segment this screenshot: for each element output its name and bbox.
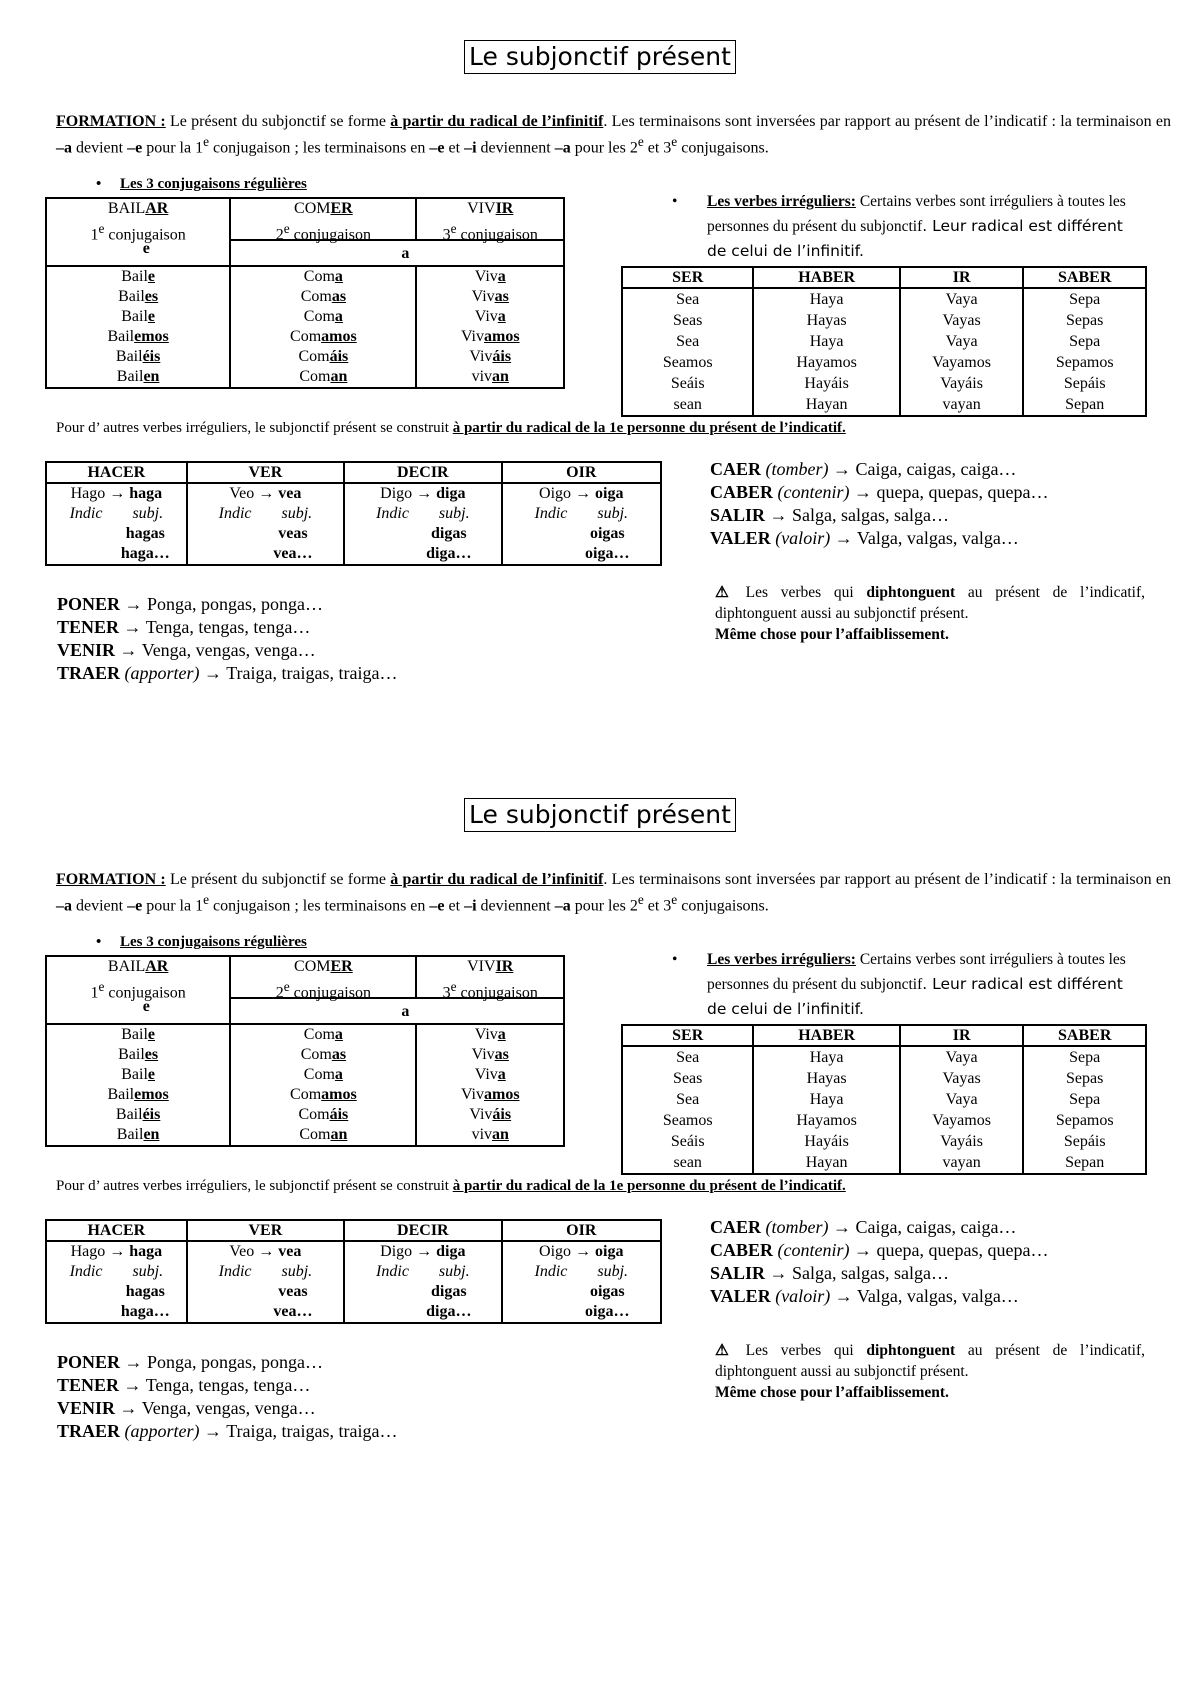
irregular-form: Hayan: [805, 1154, 848, 1171]
header-ver: VER: [187, 1220, 344, 1241]
regular-form: Vivamos: [460, 1086, 520, 1103]
irregular-form: Sepan: [1065, 396, 1105, 413]
verb-line: SALIR → Salga, salgas, salga…: [710, 1263, 949, 1283]
verb-line: VALER (valoir) → Valga, valgas, valga…: [710, 1286, 1019, 1306]
regular-form: Coma: [303, 308, 343, 325]
regular-form: Bailéis: [115, 348, 161, 365]
irregular-form: Vaya: [945, 1091, 978, 1108]
regular-form: Bailemos: [107, 1086, 169, 1103]
regular-bullet: • Les 3 conjugaisons régulières: [96, 934, 307, 950]
verb-line: CABER (contenir) → quepa, quepas, quepa…: [710, 482, 1049, 502]
verb-line: VALER (valoir) → Valga, valgas, valga…: [710, 528, 1019, 548]
left-verb-list: [57, 593, 397, 685]
regular-form: Viva: [474, 1066, 506, 1083]
bailar-forms: [46, 266, 230, 388]
other-irregulars-paragraph: Pour d’ autres verbes irréguliers, le subjonctif présent se construit à partir du radical de la 1e personne du présent de l’indicatif.: [56, 1178, 846, 1194]
header-ser: SER: [622, 1025, 753, 1046]
irregular-form: Sea: [676, 1049, 700, 1066]
irregular-form: Hayas: [806, 312, 847, 329]
irregular-form: vayan: [942, 1154, 981, 1171]
irregular-form: Hayáis: [804, 375, 849, 392]
diphthong-note: ⚠ Les verbes qui diphtonguent au présent de l’indicatif, diphtonguent aussi au subjonctif présent. Même chose pour l’affaiblissement.: [715, 584, 1146, 643]
verb-line: SALIR → Salga, salgas, salga…: [710, 505, 949, 525]
irregular-form: vayan: [942, 396, 981, 413]
verb-line: CAER (tomber) → Caiga, caigas, caiga…: [710, 1217, 1017, 1237]
header-bailar: BAILAR 1e conjugaison   e: [46, 956, 230, 1024]
indic-subj-cell: Oigo → oiga Indic subj. oigas oiga…: [502, 1241, 661, 1323]
header-oir: OIR: [502, 1220, 661, 1241]
indic-subj-cell: Hago → haga Indic subj. hagas haga…: [46, 483, 187, 565]
indic-subj-cell: Hago → haga Indic subj. hagas haga…: [46, 1241, 187, 1323]
header-ir: IR: [900, 267, 1024, 288]
header-vivir: VIVIR 3e conjugaison: [416, 956, 564, 998]
regular-conjugation-table: [45, 197, 565, 389]
header-decir: DECIR: [344, 1220, 501, 1241]
irregular-form: Haya: [809, 333, 844, 350]
verb-line: TRAER (apporter) → Traiga, traigas, traiga…: [57, 663, 398, 683]
regular-form: Comáis: [298, 1106, 349, 1123]
header-haber: HABER: [753, 267, 899, 288]
indic-subj-cell: Oigo → oiga Indic subj. oigas oiga…: [502, 483, 661, 565]
irregular-form: Sepa: [1069, 1049, 1101, 1066]
regular-form: Comas: [300, 1046, 347, 1063]
indic-subj-cell: Veo → vea Indic subj. veas vea…: [187, 1241, 344, 1323]
warning-icon: ⚠: [715, 1342, 729, 1359]
indic-subj-cell: Veo → vea Indic subj. veas vea…: [187, 483, 344, 565]
irregular-form: Vaya: [945, 333, 978, 350]
regular-form: Bailen: [116, 1126, 160, 1143]
verb-line: TENER → Tenga, tengas, tenga…: [57, 1375, 311, 1395]
regular-form: Baile: [121, 268, 156, 285]
page-title: Le subjonctif présent: [0, 798, 1200, 832]
regular-form: Coma: [303, 1026, 343, 1043]
haber-forms: [753, 288, 899, 416]
irregular-form: Sepamos: [1055, 354, 1114, 371]
ser-forms: [622, 288, 753, 416]
diphthong-note: ⚠ Les verbes qui diphtonguent au présent de l’indicatif, diphtonguent aussi au subjonctif présent. Même chose pour l’affaiblissement.: [715, 1342, 1146, 1401]
irregular-form: Sepamos: [1055, 1112, 1114, 1129]
worksheet-copy-2: [0, 758, 1200, 1518]
saber-forms: [1023, 1046, 1146, 1174]
indic-subj-cell: Digo → diga Indic subj. digas diga…: [344, 1241, 501, 1323]
regular-form: Bailes: [118, 1046, 159, 1063]
regular-form: Comamos: [290, 1086, 357, 1103]
regular-form: Baile: [121, 308, 156, 325]
header-ir: IR: [900, 1025, 1024, 1046]
header-comer: COMER 2e conjugaison: [230, 956, 416, 998]
header-vivir: VIVIR 3e conjugaison: [416, 198, 564, 240]
ir-forms: [900, 1046, 1024, 1174]
irregular-form: Sepa: [1069, 291, 1101, 308]
header-oir: OIR: [502, 462, 661, 483]
header-hacer: HACER: [46, 1220, 187, 1241]
ser-forms: [622, 1046, 753, 1174]
page-title: Le subjonctif présent: [0, 40, 1200, 74]
warning-icon: ⚠: [715, 584, 729, 601]
irregular-form: Hayamos: [796, 1112, 857, 1129]
regular-form: Baile: [121, 1026, 156, 1043]
header-saber: SABER: [1023, 267, 1146, 288]
regular-form: Viváis: [469, 348, 512, 365]
irregular-form: Haya: [809, 1049, 844, 1066]
verb-line: VENIR → Venga, vengas, venga…: [57, 1398, 316, 1418]
verb-line: TENER → Tenga, tengas, tenga…: [57, 617, 311, 637]
header-ser: SER: [622, 267, 753, 288]
header-haber: HABER: [753, 1025, 899, 1046]
regular-form: Comáis: [298, 348, 349, 365]
other-irregulars-paragraph: Pour d’ autres verbes irréguliers, le subjonctif présent se construit à partir du radical de la 1e personne du présent de l’indicatif.: [56, 420, 846, 436]
regular-form: Viváis: [469, 1106, 512, 1123]
verb-line: CAER (tomber) → Caiga, caigas, caiga…: [710, 459, 1017, 479]
irregular-form: Hayas: [806, 1070, 847, 1087]
hacer-table: [45, 1219, 662, 1324]
irregular-form: Hayan: [805, 396, 848, 413]
regular-form: Coman: [299, 368, 348, 385]
worksheet-copy-1: [0, 0, 1200, 760]
irregular-form: Sepa: [1069, 1091, 1101, 1108]
irregular-form: Sea: [676, 291, 700, 308]
formation-paragraph: FORMATION : Le présent du subjonctif se forme à partir du radical de l’infinitif. Les terminaisons sont inversées par rapport au présent de l’indicatif : la terminaison en –a devient –e pour la 1e conjugaison ; les terminaisons en –e et –i deviennent –a pour les 2e et 3e conjugaisons.: [56, 871, 1171, 915]
regular-bullet: • Les 3 conjugaisons régulières: [96, 176, 307, 192]
irregular-form: Seas: [673, 1070, 703, 1087]
irregular-form: Vayamos: [932, 354, 991, 371]
formation-paragraph: FORMATION : Le présent du subjonctif se forme à partir du radical de l’infinitif. Les terminaisons sont inversées par rapport au présent de l’indicatif : la terminaison en –a devient –e pour la 1e conjugaison ; les terminaisons en –e et –i deviennent –a pour les 2e et 3e conjugaisons.: [56, 113, 1171, 157]
irregular-form: Vayamos: [932, 1112, 991, 1129]
regular-form: Viva: [474, 308, 506, 325]
saber-forms: [1023, 288, 1146, 416]
regular-form: Comas: [300, 288, 347, 305]
regular-form: Baile: [121, 1066, 156, 1083]
comer-forms: [230, 266, 416, 388]
regular-form: Coma: [303, 1066, 343, 1083]
irregular-form: Vaya: [945, 291, 978, 308]
irregular-form: Hayamos: [796, 354, 857, 371]
irregular-form: Vayáis: [940, 375, 983, 392]
irregular-form: Sea: [676, 1091, 700, 1108]
regular-form: Comamos: [290, 328, 357, 345]
verb-line: TRAER (apporter) → Traiga, traigas, traiga…: [57, 1421, 398, 1441]
irregular-form: Sepáis: [1063, 1133, 1106, 1150]
regular-form: Bailen: [116, 368, 160, 385]
irregular-form: Sepan: [1065, 1154, 1105, 1171]
irregular-form: Seáis: [670, 1133, 705, 1150]
header-hacer: HACER: [46, 462, 187, 483]
hacer-table: [45, 461, 662, 566]
regular-form: Vivas: [471, 288, 509, 305]
irregular-form: Sepa: [1069, 333, 1101, 350]
header-comer: COMER 2e conjugaison: [230, 198, 416, 240]
irregular-form: Seáis: [670, 375, 705, 392]
irregular-form: sean: [673, 396, 702, 413]
irregular-form: Seas: [673, 312, 703, 329]
irregular-form: Haya: [809, 1091, 844, 1108]
irregular-form: Vayáis: [940, 1133, 983, 1150]
header-ver: VER: [187, 462, 344, 483]
bailar-forms: [46, 1024, 230, 1146]
irregular-table: [621, 1024, 1147, 1175]
vivir-forms: [416, 1024, 564, 1146]
irregular-form: Vaya: [945, 1049, 978, 1066]
verb-line: VENIR → Venga, vengas, venga…: [57, 640, 316, 660]
left-verb-list: [57, 1351, 397, 1443]
irregular-form: Sea: [676, 333, 700, 350]
irregular-form: Vayas: [942, 1070, 981, 1087]
arrow-a:   a: [230, 240, 564, 266]
regular-form: Bailemos: [107, 328, 169, 345]
header-saber: SABER: [1023, 1025, 1146, 1046]
regular-form: Coman: [299, 1126, 348, 1143]
ir-forms: [900, 288, 1024, 416]
irregular-form: Haya: [809, 291, 844, 308]
indic-subj-cell: Digo → diga Indic subj. digas diga…: [344, 483, 501, 565]
verb-line: CABER (contenir) → quepa, quepas, quepa…: [710, 1240, 1049, 1260]
irregular-form: Vayas: [942, 312, 981, 329]
irregular-form: Sepas: [1066, 1070, 1104, 1087]
irregular-form: Sepas: [1066, 312, 1104, 329]
vivir-forms: [416, 266, 564, 388]
arrow-a:   a: [230, 998, 564, 1024]
header-decir: DECIR: [344, 462, 501, 483]
header-bailar: BAILAR 1e conjugaison   e: [46, 198, 230, 266]
right-verb-list: [710, 458, 1048, 550]
regular-form: Vivamos: [460, 328, 520, 345]
verb-line: PONER → Ponga, pongas, ponga…: [57, 1352, 323, 1372]
irregular-intro: • Les verbes irréguliers: Certains verbes sont irréguliers à toutes les personnes du présent du subjonctif. Leur radical est différent de celui de l’infinitif.: [672, 193, 1126, 260]
right-verb-list: [710, 1216, 1048, 1308]
irregular-form: sean: [673, 1154, 702, 1171]
regular-form: Viva: [474, 1026, 506, 1043]
regular-form: vivan: [471, 368, 509, 385]
regular-form: Viva: [474, 268, 506, 285]
irregular-intro: • Les verbes irréguliers: Certains verbes sont irréguliers à toutes les personnes du présent du subjonctif. Leur radical est différent de celui de l’infinitif.: [672, 951, 1126, 1018]
regular-form: Bailes: [118, 288, 159, 305]
regular-form: Coma: [303, 268, 343, 285]
haber-forms: [753, 1046, 899, 1174]
regular-conjugation-table: [45, 955, 565, 1147]
irregular-form: Seamos: [662, 354, 713, 371]
irregular-form: Hayáis: [804, 1133, 849, 1150]
comer-forms: [230, 1024, 416, 1146]
irregular-form: Sepáis: [1063, 375, 1106, 392]
regular-form: vivan: [471, 1126, 509, 1143]
verb-line: PONER → Ponga, pongas, ponga…: [57, 594, 323, 614]
irregular-table: [621, 266, 1147, 417]
regular-form: Bailéis: [115, 1106, 161, 1123]
irregular-form: Seamos: [662, 1112, 713, 1129]
regular-form: Vivas: [471, 1046, 509, 1063]
